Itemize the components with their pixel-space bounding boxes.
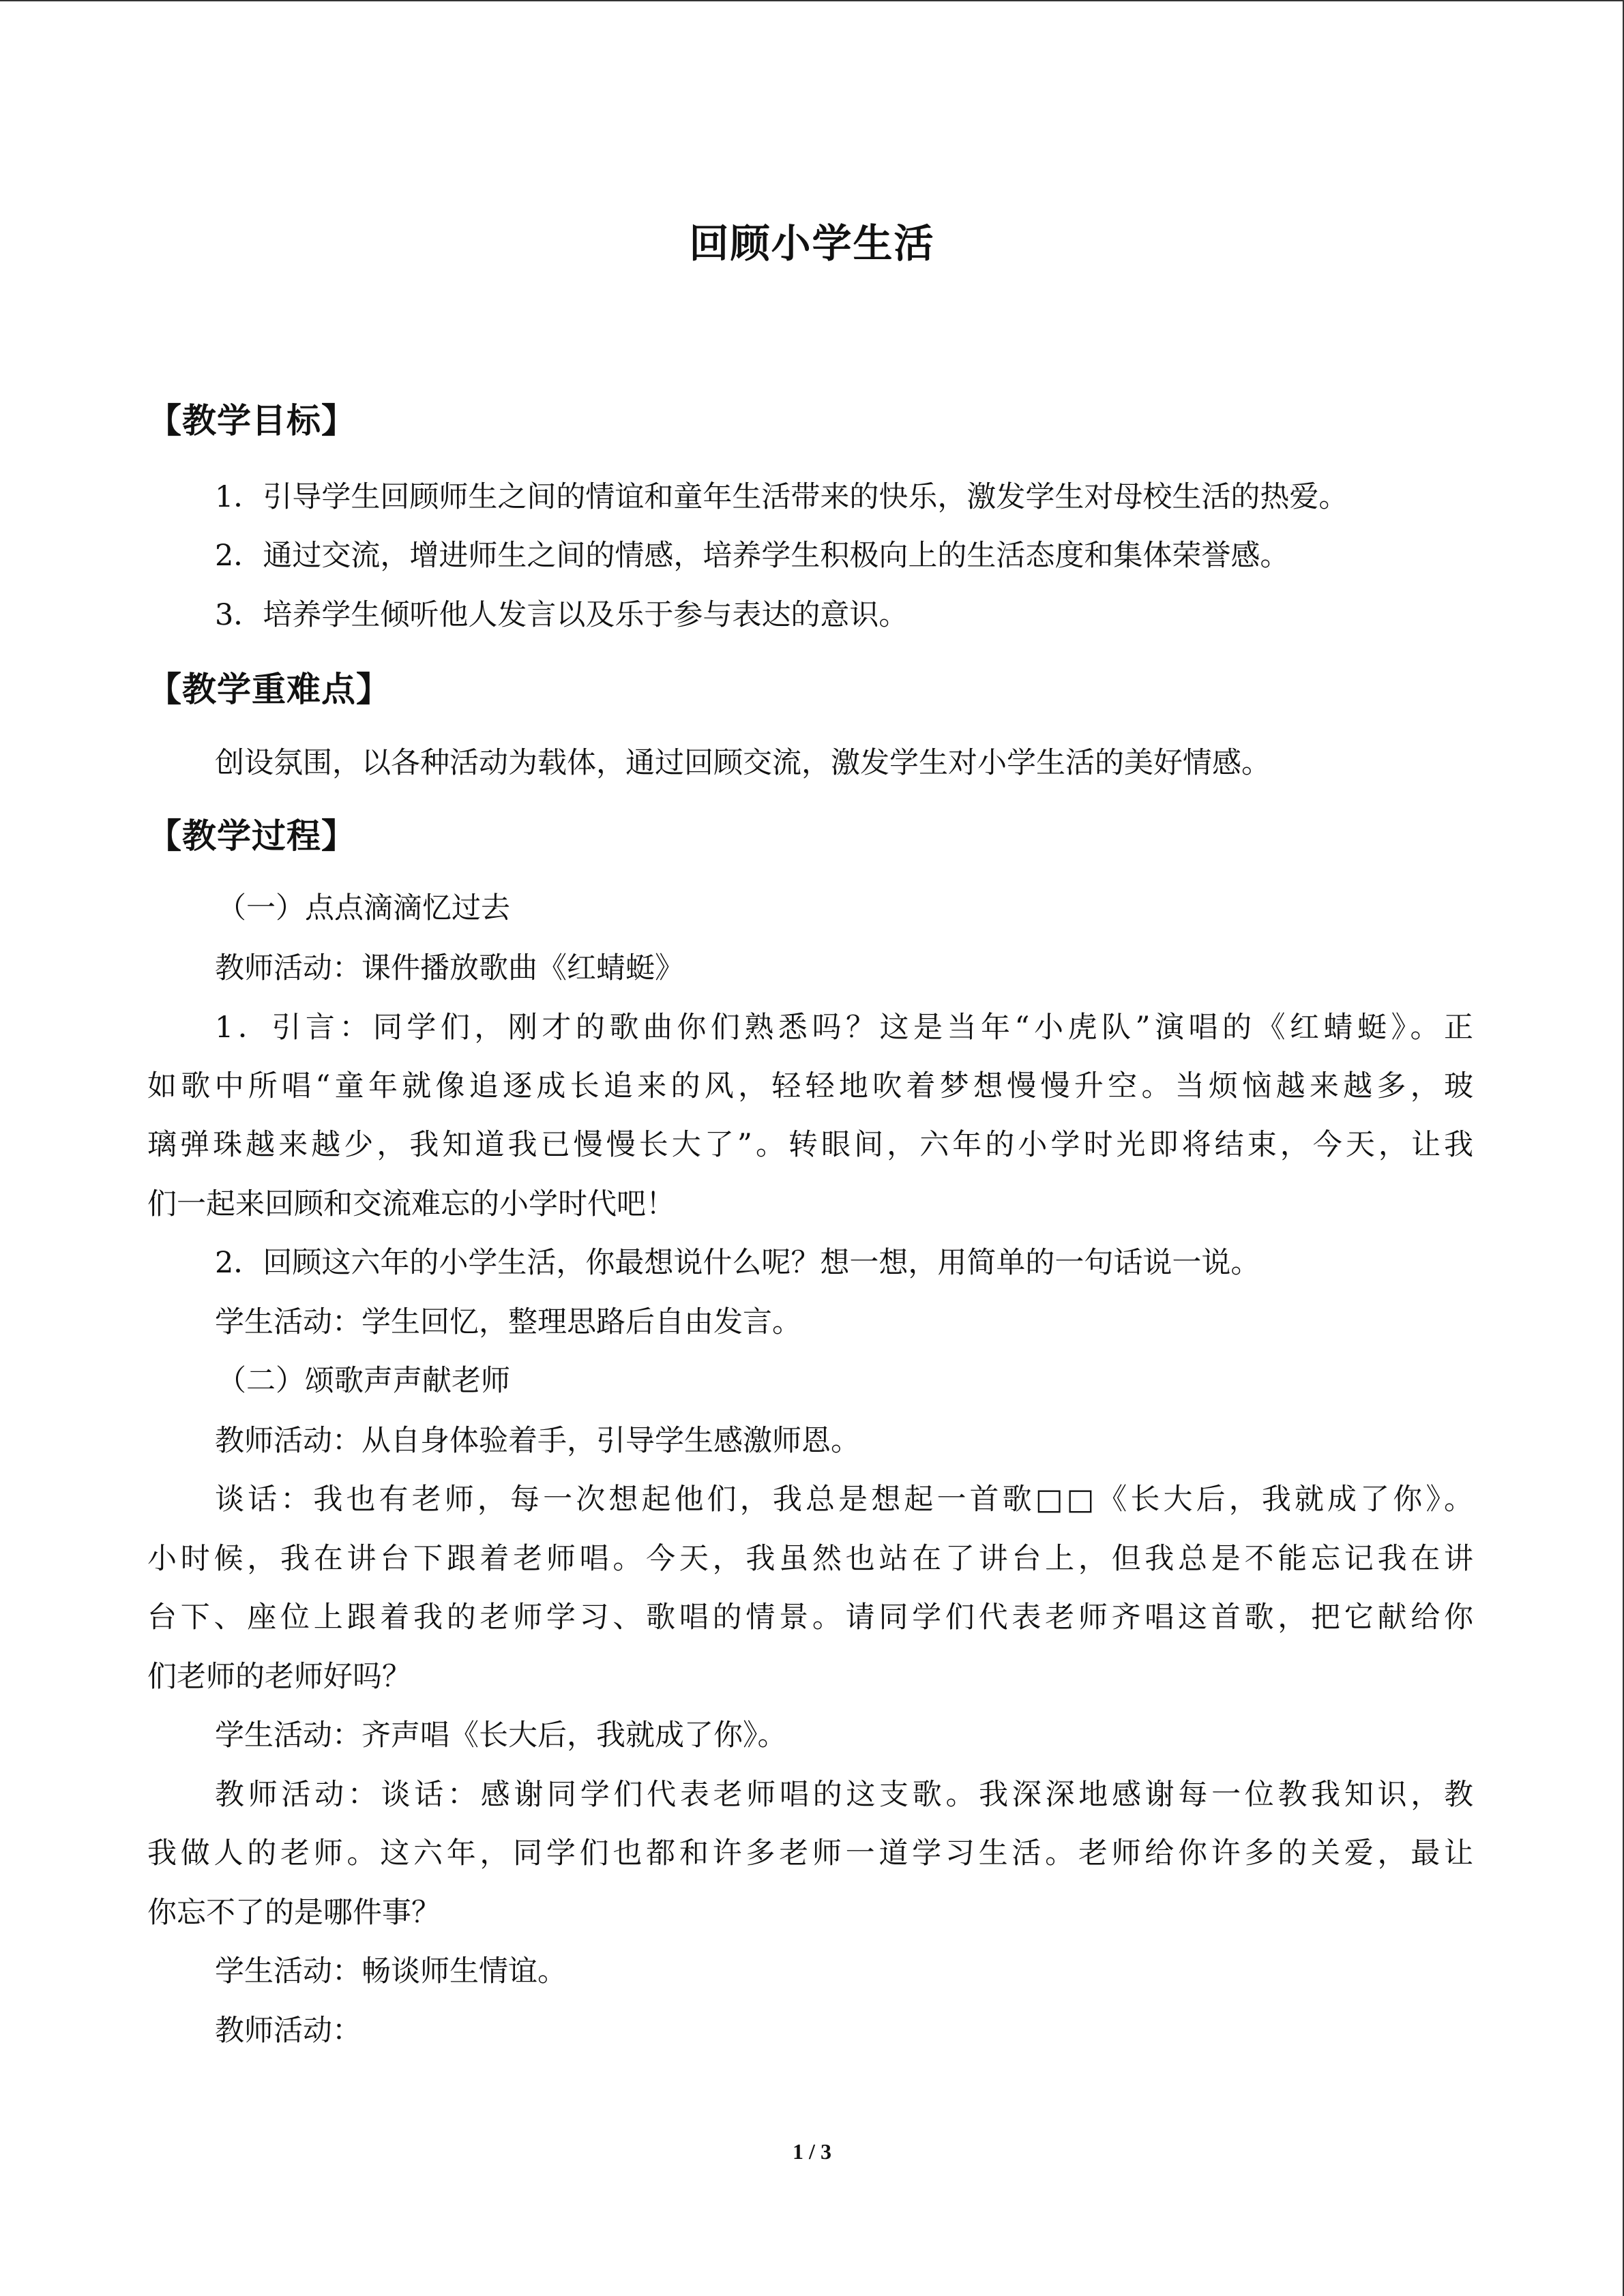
subsection-heading: （一）点点滴滴忆过去 — [217, 891, 510, 925]
page-title: 回顾小学生活 — [689, 220, 935, 267]
paragraph-line: 如歌中所唱“童年就像追逐成长追来的风，轻轻地吹着梦想慢慢升空。当烦恼越来越多，玻 — [147, 1069, 1473, 1103]
paragraph-line: 你忘不了的是哪件事？ — [147, 1896, 441, 1930]
section-heading-focus: 【教学重难点】 — [147, 670, 391, 709]
goal-item: 2．通过交流，增进师生之间的情感，培养学生积极向上的生活态度和集体荣誉感。 — [215, 539, 1290, 573]
section-heading-process: 【教学过程】 — [147, 816, 356, 856]
subsection-heading: （二）颂歌声声献老师 — [217, 1364, 510, 1398]
paragraph-line: 谈话：我也有老师，每一次想起他们，我总是想起一首歌□□《长大后，我就成了你》。 — [215, 1482, 1473, 1517]
paragraph-line: 2．回顾这六年的小学生活，你最想说什么呢？想一想，用简单的一句话说一说。 — [215, 1246, 1260, 1280]
paragraph-line: 教师活动：课件播放歌曲《红蜻蜓》 — [215, 951, 684, 985]
paragraph-line: 学生活动：畅谈师生情谊。 — [215, 1954, 567, 1988]
paragraph-line: 教师活动：谈话：感谢同学们代表老师唱的这支歌。我深深地感谢每一位教我知识，教 — [215, 1778, 1473, 1812]
paragraph-line: 们老师的老师好吗？ — [147, 1660, 411, 1694]
paragraph-line: 教师活动：从自身体验着手，引导学生感激师恩。 — [215, 1424, 860, 1458]
paragraph-line: 小时候，我在讲台下跟着老师唱。今天，我虽然也站在了讲台上，但我总是不能忘记我在讲 — [147, 1542, 1473, 1576]
page-number: 1 / 3 — [793, 2139, 831, 2164]
focus-paragraph: 创设氛围，以各种活动为载体，通过回顾交流，激发学生对小学生活的美好情感。 — [215, 746, 1271, 780]
paragraph-line: 们一起来回顾和交流难忘的小学时代吧！ — [147, 1187, 675, 1221]
paragraph-line: 璃弹珠越来越少，我知道我已慢慢长大了”。转眼间，六年的小学时光即将结束，今天，让我 — [147, 1128, 1473, 1162]
paragraph-line: 1．引言：同学们，刚才的歌曲你们熟悉吗？这是当年“小虎队”演唱的《红蜻蜓》。正 — [215, 1011, 1473, 1045]
paragraph-line: 教师活动： — [215, 2014, 361, 2048]
section-heading-goals: 【教学目标】 — [147, 401, 356, 441]
goal-item: 1．引导学生回顾师生之间的情谊和童年生活带来的快乐，激发学生对母校生活的热爱。 — [215, 480, 1348, 514]
goal-item: 3．培养学生倾听他人发言以及乐于参与表达的意识。 — [215, 598, 909, 632]
paragraph-line: 学生活动：学生回忆，整理思路后自由发言。 — [215, 1305, 801, 1339]
paragraph-line: 台下、座位上跟着我的老师学习、歌唱的情景。请同学们代表老师齐唱这首歌，把它献给你 — [147, 1600, 1473, 1635]
paragraph-line: 学生活动：齐声唱《长大后，我就成了你》。 — [215, 1718, 787, 1753]
paragraph-line: 我做人的老师。这六年，同学们也都和许多老师一道学习生活。老师给你许多的关爱，最让 — [147, 1836, 1473, 1870]
